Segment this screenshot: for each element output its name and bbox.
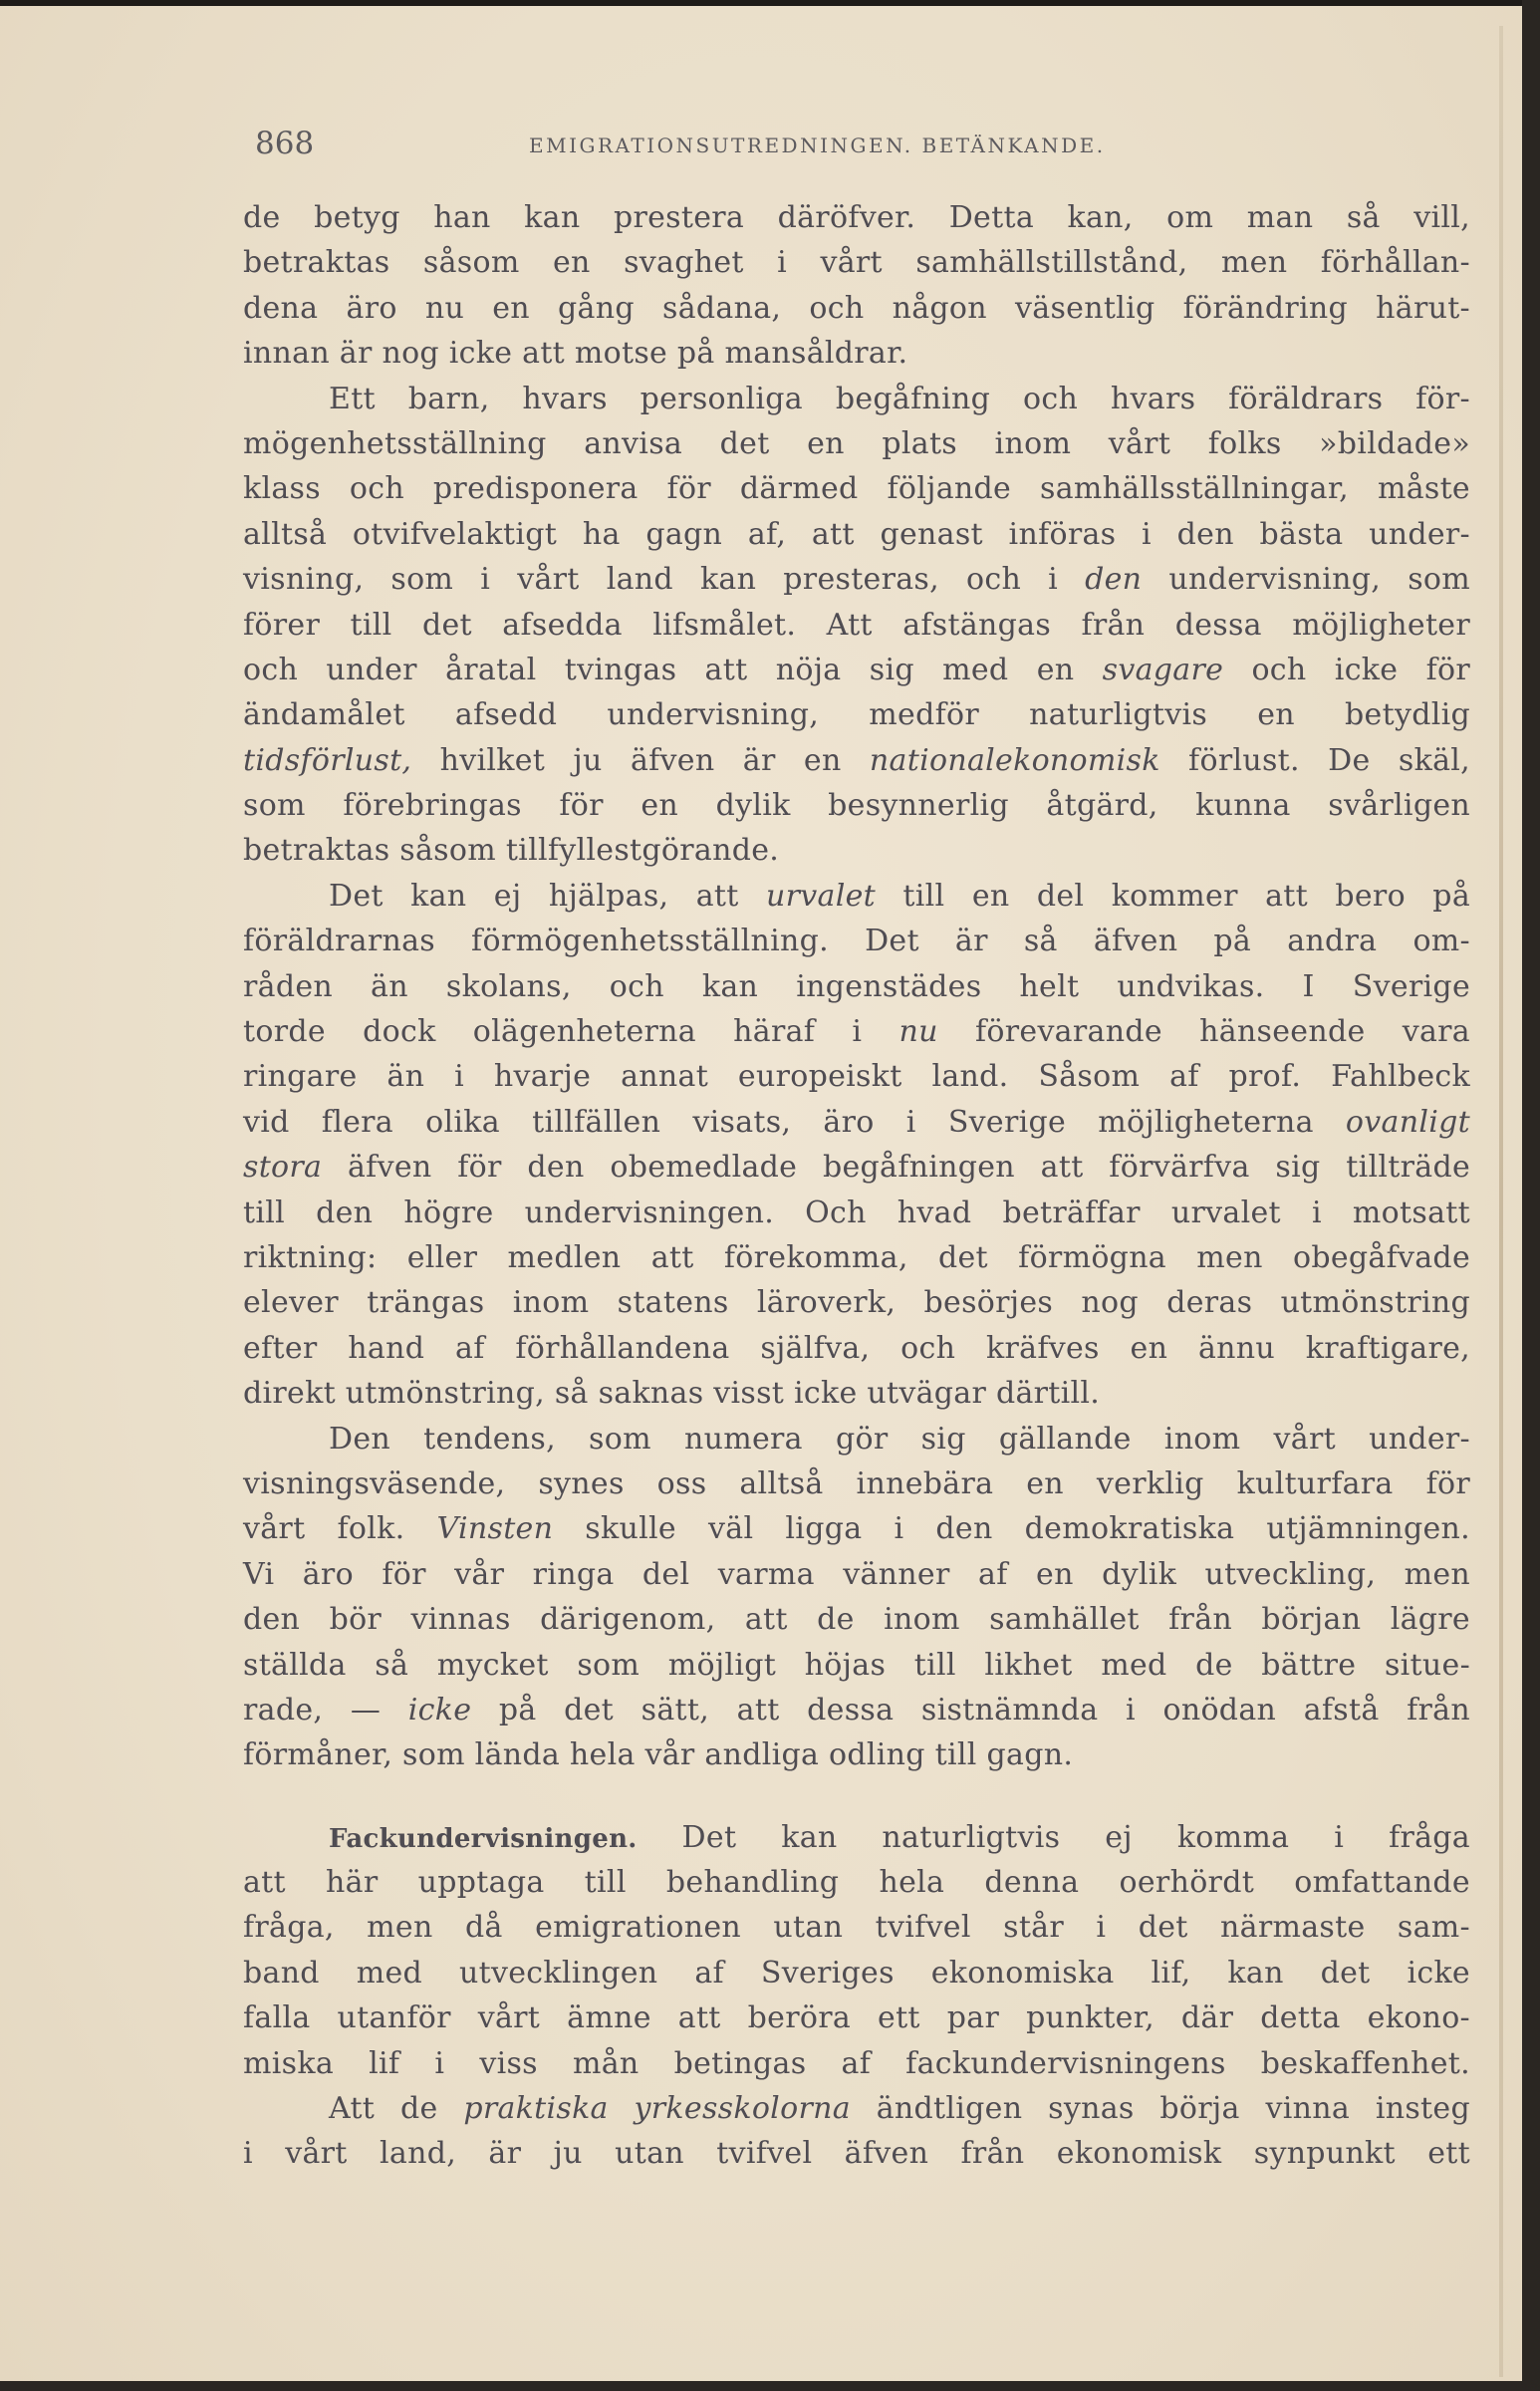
section-gap [243,1778,1470,1815]
text-line [243,738,1470,783]
italic-text: nu [898,1014,938,1050]
text-line: de betyg han kan prestera däröfver. Detta kan, om man så vill, [243,200,1470,235]
italic-text: den [1085,562,1143,598]
text-run: hvilket ju äfven är en [411,742,870,778]
section-heading: Fackundervisningen. [329,1823,638,1854]
text-run: torde dock olägenheterna häraf i [243,1014,899,1050]
text-run: vid flera olika tillfällen visats, äro i Sverige möjligheterna [243,1104,1346,1140]
text-run: vårt folk. [243,1511,437,1547]
paragraph [243,195,1470,377]
text-run: Att de [329,2091,464,2127]
text-line: Ett barn, hvars personliga begåfning och hvars föräldrars för- [329,381,1470,416]
text-line [243,1815,1470,1860]
italic-text: icke [407,1692,472,1727]
text-line [243,557,1470,602]
italic-text: stora [243,1150,323,1186]
text-line: ändamålet afsedd undervisning, medför naturligtvis en betydlig [243,697,1470,733]
text-line: ringare än i hvarje annat europeiskt land. Såsom af prof. Fahlbeck [243,1059,1470,1095]
paragraph [243,377,1470,874]
text-run: förevarande hänseende vara [937,1014,1470,1050]
text-line: visningsväsende, synes oss alltså innebära en verklig kulturfara för [243,1465,1470,1501]
page-header [255,126,1470,165]
page-number: 868 [255,126,315,161]
text-line: falla utanför vårt ämne att beröra ett par punkter, där detta ekono- [243,2000,1470,2036]
text-run: äfven för den obemedlade begåfningen att förvärfva sig tillträde [322,1150,1470,1186]
paragraph [243,1417,1470,1778]
text-run: rade, — [243,1692,408,1727]
text-line: band med utvecklingen af Sveriges ekonomiska lif, kan det icke [243,1955,1470,1991]
text-run: Det kan naturligtvis ej komma i fråga [637,1819,1470,1855]
text-run: förlust. De skäl, [1159,742,1470,778]
text-line: fråga, men då emigrationen utan tvifvel står i det närmaste sam- [243,1910,1470,1946]
text-run: Det kan ej hjälpas, att [329,878,767,914]
text-line: betraktas såsom tillfyllestgörande. [243,833,780,869]
text-line [243,2086,1470,2131]
text-line: riktning: eller medlen att förekomma, det förmögna men obegåfvade [243,1239,1470,1275]
text-line: betraktas såsom en svaghet i vårt samhällstillstånd, men förhållan- [243,245,1470,281]
text-line [243,874,1470,919]
running-title: EMIGRATIONSUTREDNINGEN. BETÄNKANDE. [529,133,1106,157]
text-line: alltså otvifvelaktigt ha gagn af, att genast införas i den bästa under- [243,516,1470,552]
text-run: till en del kommer att bero på [876,878,1471,914]
paragraph [243,1815,1470,2086]
text-line: i vårt land, är ju utan tvifvel äfven från ekonomisk synpunkt ett [243,2136,1470,2172]
italic-text: tidsförlust, [243,742,412,778]
text-line: som förebringas för en dylik besynnerlig åtgärd, kunna svårligen [243,788,1470,824]
text-line: till den högre undervisningen. Och hvad beträffar urvalet i motsatt [243,1195,1470,1230]
text-line: mögenhetsställning anvisa det en plats inom vårt folks »bildade» [243,425,1470,461]
text-line [243,1506,1470,1551]
text-line [243,1145,1470,1190]
text-line [243,1009,1470,1054]
text-line [243,1688,1470,1732]
italic-text: nationalekonomisk [869,742,1160,778]
text-run: visning, som i vårt land kan presteras, och i [243,562,1086,598]
text-run: på det sätt, att dessa sistnämnda i onödan afstå från [471,1692,1470,1727]
text-line: innan är nog icke att motse på mansåldrar. [243,336,908,372]
text-line: direkt utmönstring, så saknas visst icke utvägar därtill. [243,1376,1101,1412]
text-run: skulle väl ligga i den demokratiska utjämningen. [553,1511,1470,1547]
text-line: Den tendens, som numera gör sig gällande inom vårt under- [329,1421,1470,1457]
text-line: elever trängas inom statens läroverk, besörjes nog deras utmönstring [243,1285,1470,1321]
text-line [243,648,1470,692]
paragraph [243,2086,1470,2177]
text-line: förmåner, som lända hela vår andliga odling till gagn. [243,1737,1074,1773]
text-line: ställda så mycket som möjligt höjas till likhet med de bättre situe- [243,1647,1470,1683]
text-run: och under åratal tvingas att nöja sig med en [243,652,1103,687]
text-run: undervisning, som [1142,562,1470,598]
body-text [243,195,1470,2177]
text-line: dena äro nu en gång sådana, och någon väsentlig förändring härut- [243,290,1470,326]
text-line: efter hand af förhållandena själfva, och kräfves en ännu kraftigare, [243,1330,1470,1366]
page-edge-shadow [1499,26,1503,2377]
text-line: råden än skolans, och kan ingenstädes helt undvikas. I Sverige [243,968,1470,1004]
italic-text: svagare [1102,652,1224,687]
italic-text: praktiska yrkesskolorna [463,2091,851,2127]
text-line: miska lif i viss mån betingas af fackundervisningens beskaffenhet. [243,2045,1470,2081]
italic-text: Vinsten [436,1511,554,1547]
italic-text: urvalet [766,878,877,914]
italic-text: ovanligt [1345,1104,1470,1140]
text-line: att här upptaga till behandling hela denna oerhördt omfattande [243,1865,1470,1901]
text-line: klass och predisponera för därmed följande samhällsställningar, måste [243,471,1470,507]
text-line: Vi äro för vår ringa del varma vänner af en dylik utveckling, men [243,1556,1470,1592]
text-line [243,1100,1470,1145]
paragraph [243,874,1470,1417]
text-line: föräldrarnas förmögenhetsställning. Det är så äfven på andra om- [243,924,1470,959]
text-run: ändtligen synas börja vinna insteg [850,2091,1470,2127]
text-line: förer till det afsedda lifsmålet. Att afstängas från dessa möjligheter [243,607,1470,643]
text-line: den bör vinnas därigenom, att de inom samhället från början lägre [243,1602,1470,1638]
text-run: och icke för [1223,652,1471,687]
